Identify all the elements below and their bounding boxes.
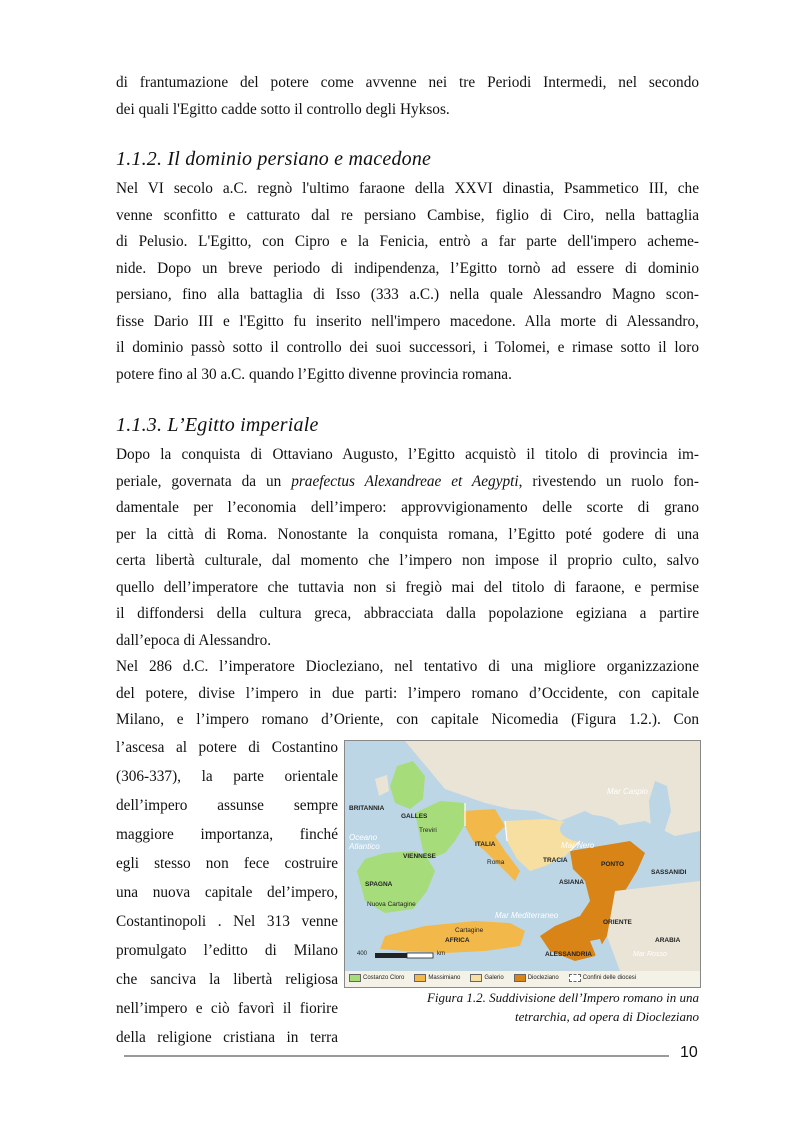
- text-line: nide. Dopo un breve periodo di indipendenza, l’Egitto tornò ad essere di dominio: [116, 259, 699, 277]
- scale-unit: km: [437, 951, 445, 957]
- text-line: Nel 286 d.C. l’imperatore Diocleziano, nel tentativo di una migliore organizzazione: [116, 658, 699, 675]
- map-label: PONTO: [601, 861, 624, 868]
- legend-item: [414, 974, 460, 982]
- text-line: egli stesso non fece costruire: [116, 855, 338, 872]
- legend-label: Galerio: [484, 975, 504, 981]
- text-fragment: , rivestendo un ruolo fon-: [518, 472, 699, 490]
- text-line: il dominio passò sotto il controllo dei suoi successori, i Tolomei, e rimase sotto il loro: [116, 339, 699, 356]
- map-labels: [345, 741, 700, 987]
- map-label: VIENNESE: [403, 853, 436, 860]
- text-line: (306-337), la parte orientale: [116, 768, 338, 785]
- map-label: Cartagine: [455, 927, 484, 934]
- page-number: 10: [680, 1044, 698, 1061]
- legend-item: [569, 974, 636, 982]
- intro-paragraph: [116, 70, 699, 123]
- map-label: Roma: [487, 859, 505, 866]
- text-line: certa libertà culturale, dal momento che l’impero non impose il proprio culto, salvo: [116, 552, 699, 569]
- map-label: ASIANA: [559, 879, 584, 886]
- map-label: Mar Mediterraneo: [495, 911, 559, 920]
- map-label: Mar Caspio: [607, 787, 648, 796]
- legend-item: [349, 974, 404, 982]
- text-line: di frantumazione del potere come avvenne nei tre Periodi Intermedi, nel secondo: [116, 74, 699, 91]
- text-line: quello dell’imperatore che tuttavia non si fregiò mai del titolo di faraone, e permise: [116, 578, 699, 596]
- legend-swatch: [414, 974, 426, 982]
- text-line: il diffondersi della cultura greca, abbracciata dalla popolazione egiziana a partire: [116, 605, 699, 622]
- text-line: di Pelusio. L'Egitto, con Cipro e la Fenicia, entrò a far parte dell'impero acheme-: [116, 233, 699, 250]
- section-heading-113: 1.1.3. L’Egitto imperiale: [116, 414, 319, 436]
- text-line: del potere, divise l’impero in due parti: l’impero romano d’Occidente, con capitale: [116, 684, 699, 702]
- wrapped-paragraph: [116, 733, 338, 1052]
- section-112-paragraph: [116, 176, 699, 388]
- text-line: dall’epoca di Alessandro.: [116, 631, 272, 649]
- text-line: dei quali l'Egitto cadde sotto il controllo degli Hyksos.: [116, 100, 450, 118]
- text-line: Nel VI secolo a.C. regnò l'ultimo faraone della XXVI dinastia, Psammetico III, che: [116, 180, 699, 197]
- text-line: potere fino al 30 a.C. quando l’Egitto divenne provincia romana.: [116, 365, 512, 383]
- section-113-paragraph-1: [116, 442, 699, 654]
- latin-title: praefectus Alexandreae et Aegypti: [291, 472, 519, 490]
- legend-swatch: [349, 974, 361, 982]
- text-line: fisse Dario III e l'Egitto fu inserito nell'impero macedone. Alla morte di Alessandro,: [116, 312, 699, 330]
- map-label: Oceano: [349, 833, 378, 842]
- map-label: Mar Nero: [561, 841, 595, 850]
- map-label: Treviri: [419, 827, 437, 834]
- legend-swatch: [514, 974, 526, 982]
- text-line: che sanciva la libertà religiosa: [116, 971, 338, 988]
- legend-label: Diocleziano: [527, 975, 559, 981]
- map-label: ARABIA: [655, 937, 681, 944]
- map-label: ALESSANDRIA: [545, 951, 592, 958]
- footer-divider: [124, 1055, 669, 1057]
- map-label: ORIENTE: [603, 919, 632, 926]
- text-line: promulgato l’editto di Milano: [116, 942, 338, 959]
- map-label: BRITANNIA: [349, 805, 385, 812]
- map-label: Mar Rosso: [633, 951, 667, 958]
- text-line: venne sconfitto e catturato dal re persiano Cambise, figlio di Ciro, nella battaglia: [116, 206, 699, 224]
- map-label: TRACIA: [543, 857, 568, 864]
- legend-swatch: [569, 974, 581, 982]
- map-label: SPAGNA: [365, 881, 393, 888]
- map-legend: [349, 974, 699, 982]
- text-line: damentale per l’economia dell’impero: approvvigionamento delle scorte di grano: [116, 499, 699, 516]
- map-label: AFRICA: [445, 937, 470, 944]
- text-line: nell’impero e ciò favorì il fiorire: [116, 1000, 338, 1017]
- section-heading-112: 1.1.2. Il dominio persiano e macedone: [116, 148, 432, 170]
- text-line: Milano, e l’impero romano d’Oriente, con capitale Nicomedia (Figura 1.2.). Con: [116, 711, 699, 728]
- text-line: maggiore importanza, finché: [116, 826, 338, 843]
- text-line: Dopo la conquista di Ottaviano Augusto, l’Egitto acquistò il titolo di provincia im-: [116, 446, 699, 463]
- map-label: Nuova Cartagine: [367, 901, 416, 908]
- legend-swatch: [470, 974, 482, 982]
- legend-label: Massimiano: [428, 975, 461, 981]
- text-line: una nuova capitale del’impero,: [116, 884, 338, 901]
- text-line: [116, 469, 699, 496]
- text-line: per la città di Roma. Nonostante la conquista romana, l’Egitto poté godere di una: [116, 525, 699, 543]
- legend-label: Costanzo Cloro: [363, 975, 405, 981]
- map-label: SASSANIDI: [651, 869, 687, 876]
- text-line: persiano, fino alla battaglia di Isso (333 a.C.) nella quale Alessandro Magno scon-: [116, 286, 699, 303]
- caption-line: tetrarchia, ad opera di Diocleziano: [514, 1009, 699, 1024]
- map-label: GALLES: [401, 813, 428, 820]
- legend-item: [470, 974, 503, 982]
- caption-line: Figura 1.2. Suddivisione dell’Impero romano in una: [426, 990, 699, 1005]
- legend-item: [514, 974, 559, 982]
- legend-label: Confini delle diocesi: [582, 975, 637, 981]
- text-line: dell’impero assunse sempre: [116, 797, 338, 814]
- map-label: Atlantico: [349, 842, 380, 851]
- scale-value: 400: [357, 951, 368, 957]
- text-line: l’ascesa al potere di Costantino: [116, 739, 338, 756]
- tetrarchy-map: [344, 740, 701, 988]
- section-113-paragraph-2: [116, 654, 699, 734]
- text-line: della religione cristiana in terra: [116, 1029, 338, 1046]
- text-fragment: periale, governata da un: [116, 472, 292, 490]
- figure-caption: [344, 988, 699, 1026]
- text-line: Costantinopoli . Nel 313 venne: [116, 913, 338, 930]
- map-label: ITALIA: [475, 841, 496, 848]
